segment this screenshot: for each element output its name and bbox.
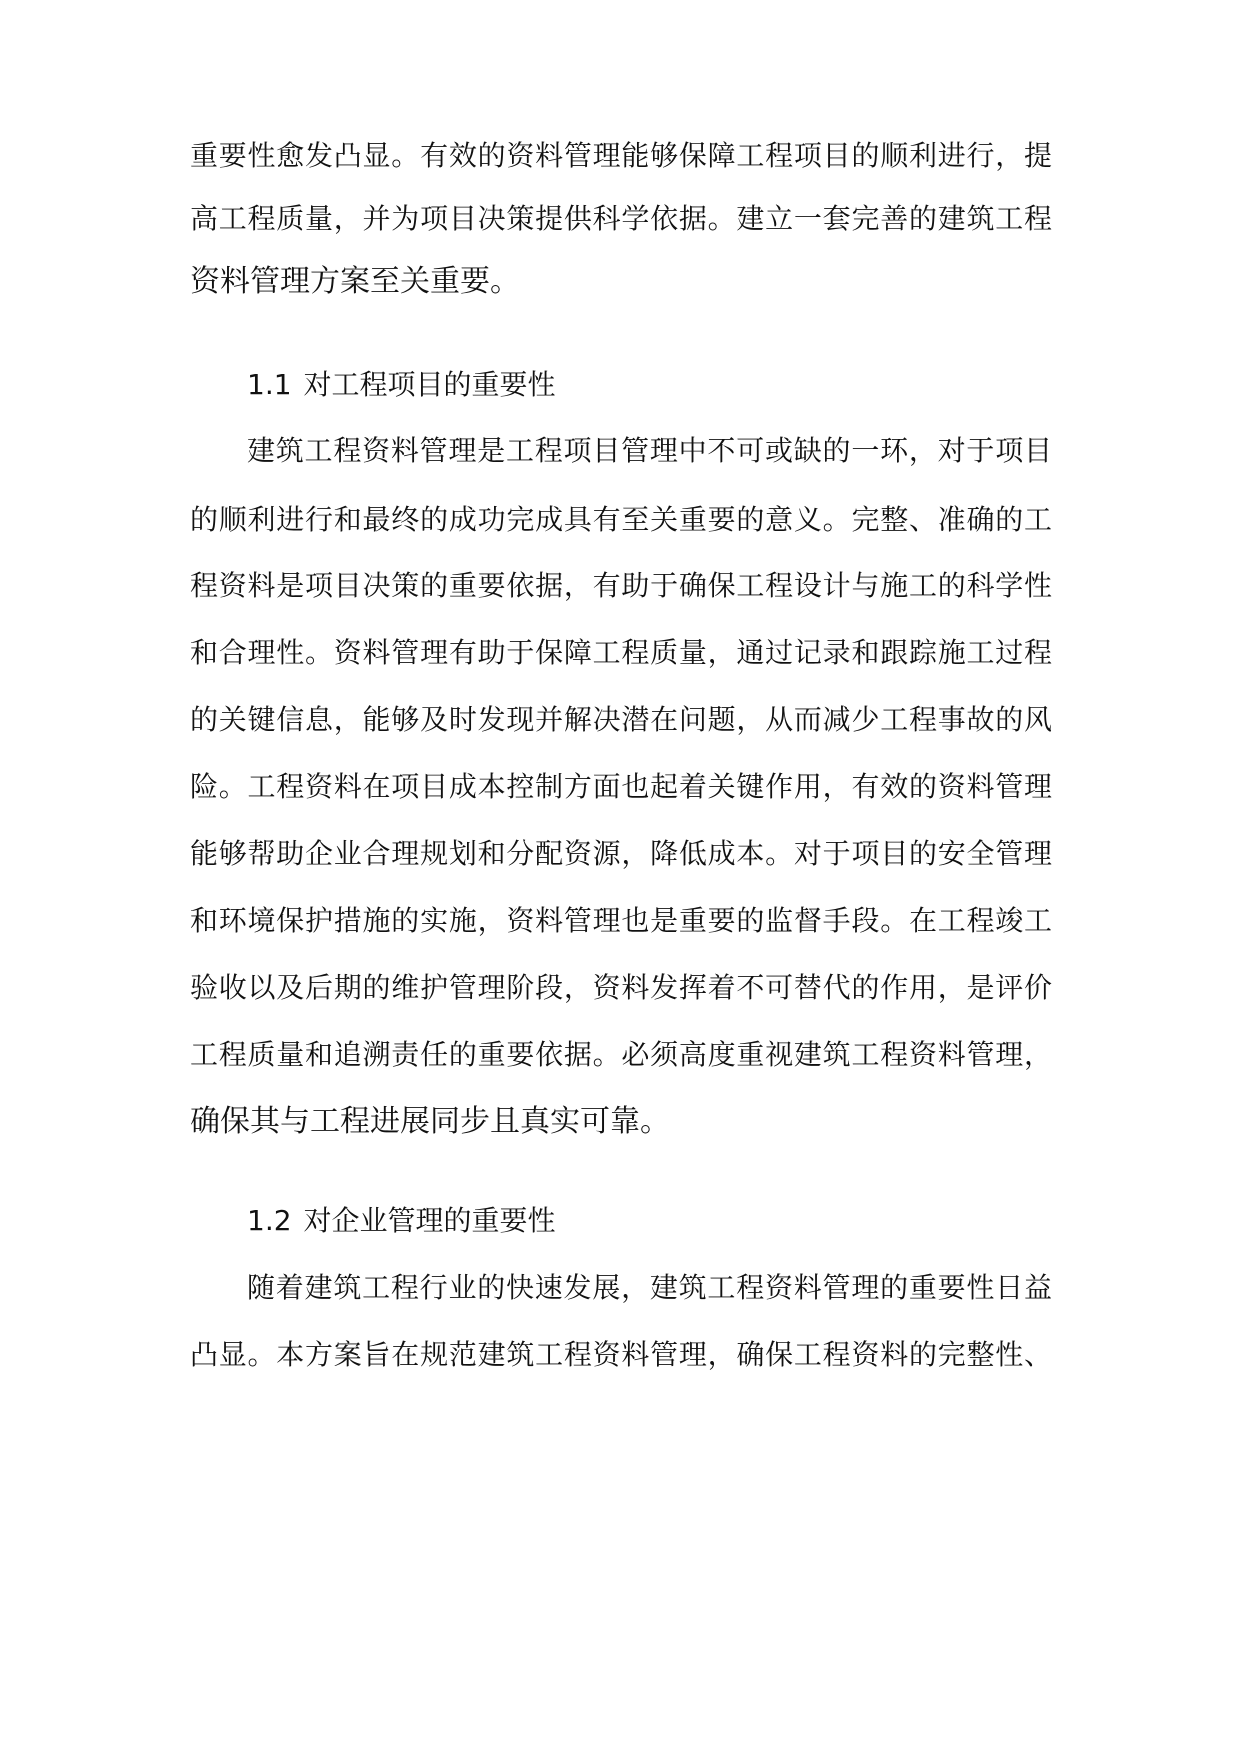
section-number: 1.1	[247, 368, 292, 401]
body-text-line: 能够帮助企业合理规划和分配资源，降低成本。对于项目的安全管理	[190, 837, 1052, 870]
body-text-line: 的顺利进行和最终的成功完成具有至关重要的意义。完整、准确的工	[190, 503, 1052, 536]
section-title: 对企业管理的重要性	[303, 1204, 556, 1237]
section-heading-1-2	[247, 1201, 556, 1241]
body-text-line: 工程质量和追溯责任的重要依据。必须高度重视建筑工程资料管理，	[190, 1038, 1052, 1071]
section-heading-1-1	[247, 365, 556, 405]
body-text-line: 险。工程资料在项目成本控制方面也起着关键作用，有效的资料管理	[190, 770, 1052, 803]
body-text-line: 的关键信息，能够及时发现并解决潜在问题，从而减少工程事故的风	[190, 703, 1052, 736]
body-text-line: 高工程质量，并为项目决策提供科学依据。建立一套完善的建筑工程	[190, 202, 1052, 235]
section-title: 对工程项目的重要性	[303, 368, 556, 401]
body-text-line: 确保其与工程进展同步且真实可靠。	[190, 1104, 670, 1139]
body-text-line: 和合理性。资料管理有助于保障工程质量，通过记录和跟踪施工过程	[190, 636, 1052, 669]
body-text-line: 和环境保护措施的实施，资料管理也是重要的监督手段。在工程竣工	[190, 904, 1052, 937]
body-text-line: 随着建筑工程行业的快速发展，建筑工程资料管理的重要性日益	[247, 1271, 1052, 1304]
body-text-line: 资料管理方案至关重要。	[190, 264, 520, 299]
body-text-line: 程资料是项目决策的重要依据，有助于确保工程设计与施工的科学性	[190, 569, 1052, 602]
section-number: 1.2	[247, 1204, 292, 1237]
body-text-line: 重要性愈发凸显。有效的资料管理能够保障工程项目的顺利进行，提	[190, 139, 1052, 172]
body-text-line: 凸显。本方案旨在规范建筑工程资料管理，确保工程资料的完整性、	[190, 1338, 1052, 1371]
body-text-line: 建筑工程资料管理是工程项目管理中不可或缺的一环，对于项目	[247, 434, 1052, 467]
body-text-line: 验收以及后期的维护管理阶段，资料发挥着不可替代的作用，是评价	[190, 971, 1052, 1004]
